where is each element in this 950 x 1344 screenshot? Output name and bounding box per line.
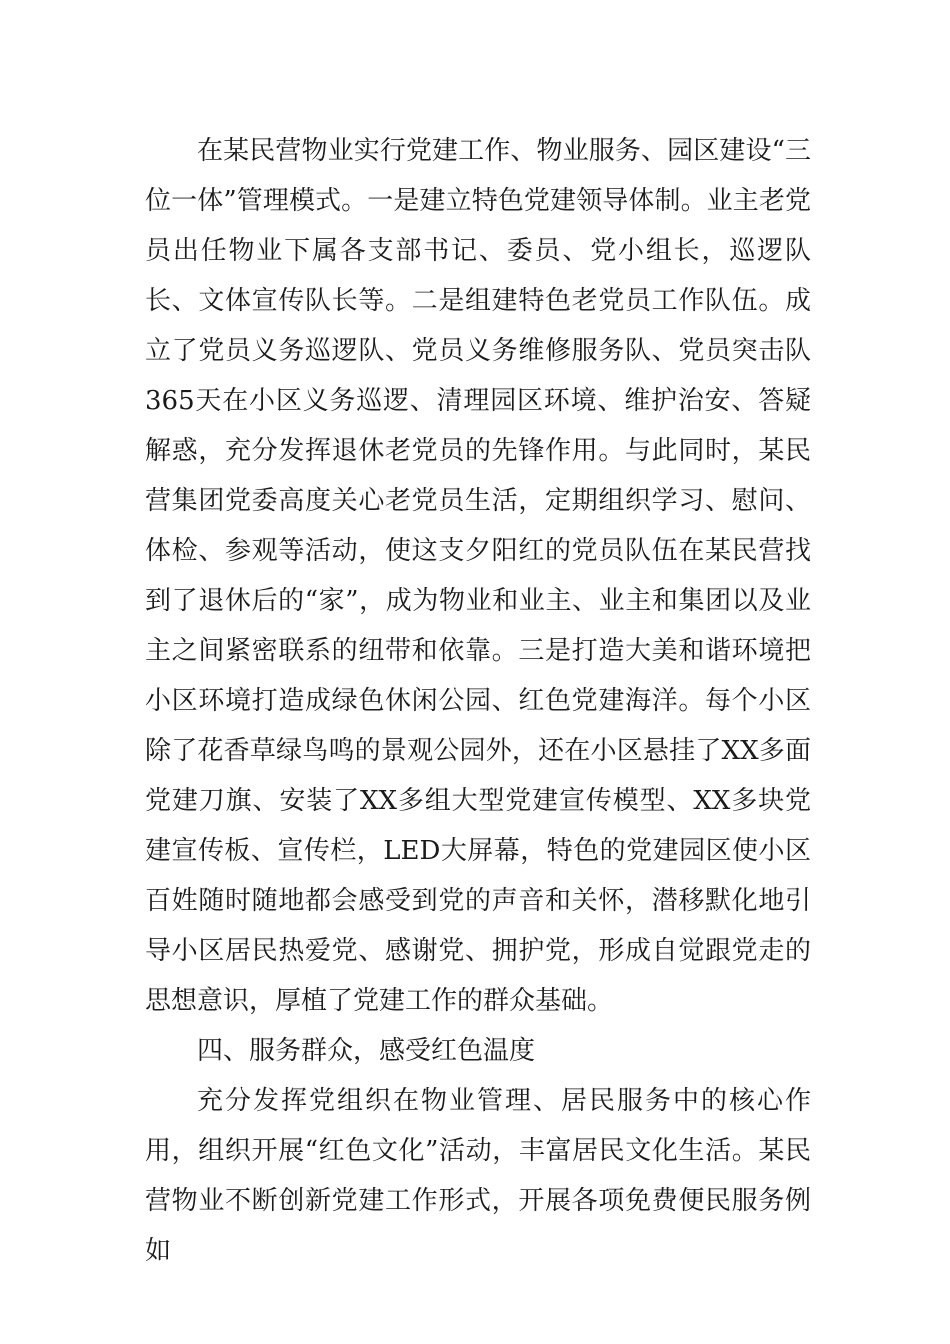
paragraph-red-culture: 充分发挥党组织在物业管理、居民服务中的核心作用，组织开展“红色文化”活动，丰富居民文化生活。某民营物业不断创新党建工作形式，开展各项免费便民服务例如 (145, 1086, 811, 1266)
paragraph-three-in-one-model: 在某民营物业实行党建工作、物业服务、园区建设“三位一体”管理模式。一是建立特色党建领导体制。业主老党员出任物业下属各支部书记、委员、党小组长，巡逻队长、文体宣传队长等。二是组建特色老党员工作队伍。成立了党员义务巡逻队、党员义务维修服务队、党员突击队365天在小区义务巡逻、清理园区环境、维护治安、答疑解惑，充分发挥退休老党员的先锋作用。与此同时，某民营集团党委高度关心老党员生活，定期组织学习、慰问、体检、参观等活动，使这支夕阳红的党员队伍在某民营找到了退休后的“家”，成为物业和业主、业主和集团以及业主之间紧密联系的纽带和依靠。三是打造大美和谐环境把小区环境打造成绿色休闲公园、红色党建海洋。每个小区除了花香草绿鸟鸣的景观公园外，还在小区悬挂了XX多面党建刀旗、安装了XX多组大型党建宣传模型、XX多块党建宣传板、宣传栏，LED大屏幕，特色的党建园区使小区百姓随时随地都会感受到党的声音和关怀，潜移默化地引导小区居民热爱党、感谢党、拥护党，形成自觉跟党走的思想意识，厚植了党建工作的群众基础。 (145, 136, 811, 1016)
document-body (145, 126, 811, 1276)
section-heading-serve-masses: 四、服务群众，感受红色温度 (197, 1036, 536, 1066)
